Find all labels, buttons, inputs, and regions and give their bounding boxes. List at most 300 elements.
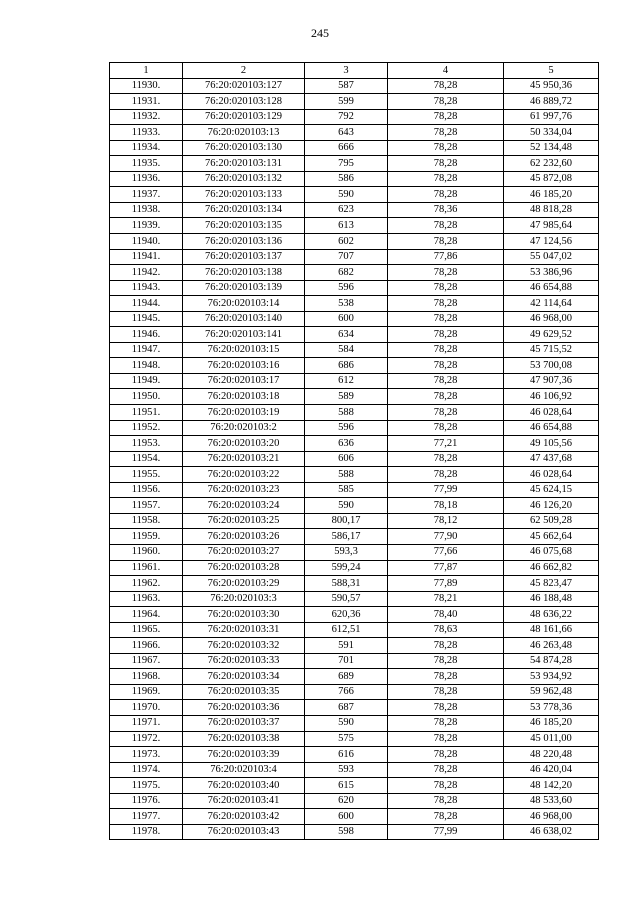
- area-cell: 612,51: [305, 622, 388, 638]
- value-cell: 46 185,20: [504, 187, 599, 203]
- table-row: [110, 405, 599, 421]
- row-number-cell: 11935.: [110, 156, 183, 172]
- column-header-2: 2: [183, 63, 305, 79]
- row-number-cell: 11939.: [110, 218, 183, 234]
- cadastral-number-cell: 76:20:020103:40: [183, 778, 305, 794]
- table-row: [110, 778, 599, 794]
- table-row: [110, 125, 599, 141]
- row-number-cell: 11937.: [110, 187, 183, 203]
- cadastral-number-cell: 76:20:020103:35: [183, 684, 305, 700]
- area-cell: 593: [305, 762, 388, 778]
- value-cell: 46 662,82: [504, 560, 599, 576]
- table-row: [110, 234, 599, 250]
- rate-cell: 77,99: [388, 824, 504, 840]
- rate-cell: 78,28: [388, 265, 504, 281]
- area-cell: 588,31: [305, 576, 388, 592]
- value-cell: 48 818,28: [504, 202, 599, 218]
- rate-cell: 78,28: [388, 684, 504, 700]
- row-number-cell: 11933.: [110, 125, 183, 141]
- rate-cell: 78,28: [388, 809, 504, 825]
- row-number-cell: 11957.: [110, 498, 183, 514]
- area-cell: 616: [305, 747, 388, 763]
- cadastral-number-cell: 76:20:020103:28: [183, 560, 305, 576]
- area-cell: 588: [305, 405, 388, 421]
- row-number-cell: 11960.: [110, 544, 183, 560]
- rate-cell: 78,21: [388, 591, 504, 607]
- cadastral-number-cell: 76:20:020103:138: [183, 265, 305, 281]
- row-number-cell: 11938.: [110, 202, 183, 218]
- column-header-5: 5: [504, 63, 599, 79]
- row-number-cell: 11970.: [110, 700, 183, 716]
- area-cell: 599: [305, 94, 388, 110]
- row-number-cell: 11972.: [110, 731, 183, 747]
- rate-cell: 78,28: [388, 156, 504, 172]
- area-cell: 613: [305, 218, 388, 234]
- row-number-cell: 11955.: [110, 467, 183, 483]
- area-cell: 620: [305, 793, 388, 809]
- table-row: [110, 684, 599, 700]
- cadastral-number-cell: 76:20:020103:137: [183, 249, 305, 265]
- rate-cell: 78,28: [388, 731, 504, 747]
- table-row: [110, 373, 599, 389]
- value-cell: 53 778,36: [504, 700, 599, 716]
- row-number-cell: 11948.: [110, 358, 183, 374]
- area-cell: 591: [305, 638, 388, 654]
- cadastral-number-cell: 76:20:020103:34: [183, 669, 305, 685]
- row-number-cell: 11976.: [110, 793, 183, 809]
- cadastral-number-cell: 76:20:020103:29: [183, 576, 305, 592]
- value-cell: 45 950,36: [504, 78, 599, 94]
- area-cell: 800,17: [305, 513, 388, 529]
- value-cell: 61 997,76: [504, 109, 599, 125]
- row-number-cell: 11978.: [110, 824, 183, 840]
- cadastral-number-cell: 76:20:020103:32: [183, 638, 305, 654]
- table-row: [110, 560, 599, 576]
- cadastral-number-cell: 76:20:020103:20: [183, 436, 305, 452]
- value-cell: 59 962,48: [504, 684, 599, 700]
- cadastral-number-cell: 76:20:020103:16: [183, 358, 305, 374]
- row-number-cell: 11962.: [110, 576, 183, 592]
- table-row: [110, 715, 599, 731]
- row-number-cell: 11941.: [110, 249, 183, 265]
- cadastral-number-cell: 76:20:020103:38: [183, 731, 305, 747]
- table-row: [110, 638, 599, 654]
- cadastral-number-cell: 76:20:020103:134: [183, 202, 305, 218]
- row-number-cell: 11932.: [110, 109, 183, 125]
- value-cell: 46 968,00: [504, 809, 599, 825]
- table-row: [110, 513, 599, 529]
- value-cell: 46 028,64: [504, 405, 599, 421]
- area-cell: 584: [305, 342, 388, 358]
- table-row: [110, 762, 599, 778]
- value-cell: 48 142,20: [504, 778, 599, 794]
- table-row: [110, 576, 599, 592]
- table-row: [110, 202, 599, 218]
- value-cell: 49 629,52: [504, 327, 599, 343]
- cadastral-number-cell: 76:20:020103:18: [183, 389, 305, 405]
- value-cell: 45 872,08: [504, 171, 599, 187]
- value-cell: 53 386,96: [504, 265, 599, 281]
- cadastral-number-cell: 76:20:020103:33: [183, 653, 305, 669]
- rate-cell: 78,28: [388, 171, 504, 187]
- area-cell: 589: [305, 389, 388, 405]
- table-row: [110, 280, 599, 296]
- cadastral-number-cell: 76:20:020103:30: [183, 607, 305, 623]
- row-number-cell: 11969.: [110, 684, 183, 700]
- table-row: [110, 482, 599, 498]
- value-cell: 45 624,15: [504, 482, 599, 498]
- value-cell: 46 968,00: [504, 311, 599, 327]
- row-number-cell: 11952.: [110, 420, 183, 436]
- table-row: [110, 342, 599, 358]
- cadastral-number-cell: 76:20:020103:141: [183, 327, 305, 343]
- rate-cell: 78,28: [388, 234, 504, 250]
- value-cell: 46 188,48: [504, 591, 599, 607]
- rate-cell: 78,28: [388, 747, 504, 763]
- rate-cell: 78,28: [388, 669, 504, 685]
- value-cell: 50 334,04: [504, 125, 599, 141]
- table-row: [110, 622, 599, 638]
- cadastral-number-cell: 76:20:020103:26: [183, 529, 305, 545]
- cadastral-number-cell: 76:20:020103:129: [183, 109, 305, 125]
- cadastral-number-cell: 76:20:020103:139: [183, 280, 305, 296]
- table-body: [110, 78, 599, 840]
- row-number-cell: 11944.: [110, 296, 183, 312]
- table-row: [110, 793, 599, 809]
- area-cell: 612: [305, 373, 388, 389]
- rate-cell: 77,66: [388, 544, 504, 560]
- rate-cell: 78,36: [388, 202, 504, 218]
- row-number-cell: 11971.: [110, 715, 183, 731]
- cadastral-number-cell: 76:20:020103:39: [183, 747, 305, 763]
- area-cell: 587: [305, 78, 388, 94]
- cadastral-number-cell: 76:20:020103:128: [183, 94, 305, 110]
- row-number-cell: 11966.: [110, 638, 183, 654]
- rate-cell: 78,28: [388, 358, 504, 374]
- row-number-cell: 11946.: [110, 327, 183, 343]
- row-number-cell: 11947.: [110, 342, 183, 358]
- row-number-cell: 11945.: [110, 311, 183, 327]
- cadastral-number-cell: 76:20:020103:43: [183, 824, 305, 840]
- area-cell: 590: [305, 498, 388, 514]
- cadastral-number-cell: 76:20:020103:15: [183, 342, 305, 358]
- cadastral-number-cell: 76:20:020103:130: [183, 140, 305, 156]
- value-cell: 45 823,47: [504, 576, 599, 592]
- cadastral-number-cell: 76:20:020103:21: [183, 451, 305, 467]
- table-row: [110, 311, 599, 327]
- area-cell: 687: [305, 700, 388, 716]
- row-number-cell: 11956.: [110, 482, 183, 498]
- row-number-cell: 11958.: [110, 513, 183, 529]
- cadastral-number-cell: 76:20:020103:22: [183, 467, 305, 483]
- cadastral-number-cell: 76:20:020103:41: [183, 793, 305, 809]
- cadastral-number-cell: 76:20:020103:27: [183, 544, 305, 560]
- value-cell: 47 907,36: [504, 373, 599, 389]
- table-row: [110, 529, 599, 545]
- column-header-4: 4: [388, 63, 504, 79]
- table-row: [110, 467, 599, 483]
- area-cell: 689: [305, 669, 388, 685]
- area-cell: 590: [305, 715, 388, 731]
- cadastral-number-cell: 76:20:020103:31: [183, 622, 305, 638]
- cadastral-number-cell: 76:20:020103:23: [183, 482, 305, 498]
- row-number-cell: 11936.: [110, 171, 183, 187]
- rate-cell: 78,28: [388, 140, 504, 156]
- area-cell: 599,24: [305, 560, 388, 576]
- table-row: [110, 824, 599, 840]
- cadastral-number-cell: 76:20:020103:42: [183, 809, 305, 825]
- area-cell: 795: [305, 156, 388, 172]
- rate-cell: 78,28: [388, 280, 504, 296]
- row-number-cell: 11940.: [110, 234, 183, 250]
- value-cell: 46 638,02: [504, 824, 599, 840]
- cadastral-number-cell: 76:20:020103:19: [183, 405, 305, 421]
- cadastral-number-cell: 76:20:020103:4: [183, 762, 305, 778]
- value-cell: 48 161,66: [504, 622, 599, 638]
- cadastral-number-cell: 76:20:020103:37: [183, 715, 305, 731]
- row-number-cell: 11942.: [110, 265, 183, 281]
- row-number-cell: 11959.: [110, 529, 183, 545]
- cadastral-number-cell: 76:20:020103:131: [183, 156, 305, 172]
- cadastral-number-cell: 76:20:020103:140: [183, 311, 305, 327]
- area-cell: 620,36: [305, 607, 388, 623]
- rate-cell: 78,28: [388, 389, 504, 405]
- data-table: [109, 62, 599, 840]
- value-cell: 45 011,00: [504, 731, 599, 747]
- table-row: [110, 653, 599, 669]
- area-cell: 596: [305, 280, 388, 296]
- rate-cell: 78,28: [388, 467, 504, 483]
- row-number-cell: 11974.: [110, 762, 183, 778]
- rate-cell: 78,28: [388, 218, 504, 234]
- value-cell: 47 437,68: [504, 451, 599, 467]
- area-cell: 606: [305, 451, 388, 467]
- area-cell: 792: [305, 109, 388, 125]
- rate-cell: 77,90: [388, 529, 504, 545]
- rate-cell: 78,28: [388, 187, 504, 203]
- area-cell: 586: [305, 171, 388, 187]
- value-cell: 53 700,08: [504, 358, 599, 374]
- area-cell: 596: [305, 420, 388, 436]
- area-cell: 600: [305, 809, 388, 825]
- value-cell: 49 105,56: [504, 436, 599, 452]
- rate-cell: 77,86: [388, 249, 504, 265]
- area-cell: 636: [305, 436, 388, 452]
- area-cell: 707: [305, 249, 388, 265]
- column-header-3: 3: [305, 63, 388, 79]
- value-cell: 42 114,64: [504, 296, 599, 312]
- area-cell: 590: [305, 187, 388, 203]
- table-row: [110, 731, 599, 747]
- table-row: [110, 591, 599, 607]
- cadastral-number-cell: 76:20:020103:36: [183, 700, 305, 716]
- rate-cell: 78,28: [388, 778, 504, 794]
- area-cell: 766: [305, 684, 388, 700]
- area-cell: 666: [305, 140, 388, 156]
- rate-cell: 77,99: [388, 482, 504, 498]
- row-number-cell: 11977.: [110, 809, 183, 825]
- value-cell: 46 654,88: [504, 280, 599, 296]
- row-number-cell: 11953.: [110, 436, 183, 452]
- table-row: [110, 809, 599, 825]
- rate-cell: 78,12: [388, 513, 504, 529]
- area-cell: 686: [305, 358, 388, 374]
- value-cell: 46 075,68: [504, 544, 599, 560]
- value-cell: 62 232,60: [504, 156, 599, 172]
- cadastral-number-cell: 76:20:020103:2: [183, 420, 305, 436]
- value-cell: 46 028,64: [504, 467, 599, 483]
- page-number: 245: [311, 26, 329, 40]
- area-cell: 598: [305, 824, 388, 840]
- rate-cell: 78,28: [388, 451, 504, 467]
- value-cell: 46 106,92: [504, 389, 599, 405]
- value-cell: 52 134,48: [504, 140, 599, 156]
- table-row: [110, 140, 599, 156]
- value-cell: 46 263,48: [504, 638, 599, 654]
- table-row: [110, 156, 599, 172]
- row-number-cell: 11949.: [110, 373, 183, 389]
- table-row: [110, 544, 599, 560]
- rate-cell: 78,28: [388, 700, 504, 716]
- rate-cell: 78,28: [388, 109, 504, 125]
- rate-cell: 78,28: [388, 638, 504, 654]
- row-number-cell: 11934.: [110, 140, 183, 156]
- table-row: [110, 187, 599, 203]
- rate-cell: 78,28: [388, 94, 504, 110]
- table-row: [110, 171, 599, 187]
- table-row: [110, 607, 599, 623]
- value-cell: 45 715,52: [504, 342, 599, 358]
- table-row: [110, 249, 599, 265]
- rate-cell: 78,28: [388, 420, 504, 436]
- cadastral-number-cell: 76:20:020103:13: [183, 125, 305, 141]
- cadastral-number-cell: 76:20:020103:14: [183, 296, 305, 312]
- area-cell: 701: [305, 653, 388, 669]
- rate-cell: 78,28: [388, 373, 504, 389]
- table-row: [110, 389, 599, 405]
- header-row: [110, 63, 599, 79]
- area-cell: 538: [305, 296, 388, 312]
- rate-cell: 78,28: [388, 296, 504, 312]
- row-number-cell: 11950.: [110, 389, 183, 405]
- area-cell: 682: [305, 265, 388, 281]
- rate-cell: 78,18: [388, 498, 504, 514]
- table-row: [110, 358, 599, 374]
- table-header: [110, 63, 599, 79]
- cadastral-number-cell: 76:20:020103:133: [183, 187, 305, 203]
- table-row: [110, 700, 599, 716]
- table-row: [110, 436, 599, 452]
- cadastral-number-cell: 76:20:020103:127: [183, 78, 305, 94]
- rate-cell: 78,28: [388, 342, 504, 358]
- table-row: [110, 669, 599, 685]
- value-cell: 46 126,20: [504, 498, 599, 514]
- row-number-cell: 11961.: [110, 560, 183, 576]
- table-row: [110, 327, 599, 343]
- rate-cell: 78,28: [388, 793, 504, 809]
- table-row: [110, 265, 599, 281]
- row-number-cell: 11954.: [110, 451, 183, 467]
- rate-cell: 77,89: [388, 576, 504, 592]
- rate-cell: 78,28: [388, 311, 504, 327]
- column-header-1: 1: [110, 63, 183, 79]
- rate-cell: 78,28: [388, 715, 504, 731]
- area-cell: 585: [305, 482, 388, 498]
- value-cell: 54 874,28: [504, 653, 599, 669]
- rate-cell: 77,87: [388, 560, 504, 576]
- table-row: [110, 218, 599, 234]
- table-row: [110, 78, 599, 94]
- table-row: [110, 747, 599, 763]
- table-row: [110, 498, 599, 514]
- area-cell: 634: [305, 327, 388, 343]
- value-cell: 46 420,04: [504, 762, 599, 778]
- value-cell: 45 662,64: [504, 529, 599, 545]
- cadastral-number-cell: 76:20:020103:3: [183, 591, 305, 607]
- rate-cell: 78,28: [388, 762, 504, 778]
- value-cell: 47 985,64: [504, 218, 599, 234]
- area-cell: 623: [305, 202, 388, 218]
- area-cell: 643: [305, 125, 388, 141]
- row-number-cell: 11963.: [110, 591, 183, 607]
- value-cell: 46 889,72: [504, 94, 599, 110]
- row-number-cell: 11965.: [110, 622, 183, 638]
- rate-cell: 78,28: [388, 405, 504, 421]
- area-cell: 600: [305, 311, 388, 327]
- table-row: [110, 420, 599, 436]
- row-number-cell: 11964.: [110, 607, 183, 623]
- table-row: [110, 296, 599, 312]
- table-row: [110, 109, 599, 125]
- area-cell: 602: [305, 234, 388, 250]
- value-cell: 46 654,88: [504, 420, 599, 436]
- area-cell: 575: [305, 731, 388, 747]
- value-cell: 62 509,28: [504, 513, 599, 529]
- row-number-cell: 11931.: [110, 94, 183, 110]
- row-number-cell: 11943.: [110, 280, 183, 296]
- cadastral-number-cell: 76:20:020103:135: [183, 218, 305, 234]
- value-cell: 48 533,60: [504, 793, 599, 809]
- area-cell: 593,3: [305, 544, 388, 560]
- row-number-cell: 11973.: [110, 747, 183, 763]
- value-cell: 48 636,22: [504, 607, 599, 623]
- row-number-cell: 11951.: [110, 405, 183, 421]
- row-number-cell: 11967.: [110, 653, 183, 669]
- rate-cell: 78,28: [388, 125, 504, 141]
- rate-cell: 78,28: [388, 78, 504, 94]
- value-cell: 46 185,20: [504, 715, 599, 731]
- rate-cell: 77,21: [388, 436, 504, 452]
- rate-cell: 78,28: [388, 653, 504, 669]
- area-cell: 588: [305, 467, 388, 483]
- value-cell: 55 047,02: [504, 249, 599, 265]
- cadastral-number-cell: 76:20:020103:132: [183, 171, 305, 187]
- cadastral-number-cell: 76:20:020103:25: [183, 513, 305, 529]
- rate-cell: 78,28: [388, 327, 504, 343]
- row-number-cell: 11975.: [110, 778, 183, 794]
- cadastral-number-cell: 76:20:020103:17: [183, 373, 305, 389]
- value-cell: 47 124,56: [504, 234, 599, 250]
- value-cell: 53 934,92: [504, 669, 599, 685]
- row-number-cell: 11930.: [110, 78, 183, 94]
- rate-cell: 78,40: [388, 607, 504, 623]
- row-number-cell: 11968.: [110, 669, 183, 685]
- rate-cell: 78,63: [388, 622, 504, 638]
- cadastral-number-cell: 76:20:020103:136: [183, 234, 305, 250]
- table-row: [110, 94, 599, 110]
- cadastral-number-cell: 76:20:020103:24: [183, 498, 305, 514]
- table-row: [110, 451, 599, 467]
